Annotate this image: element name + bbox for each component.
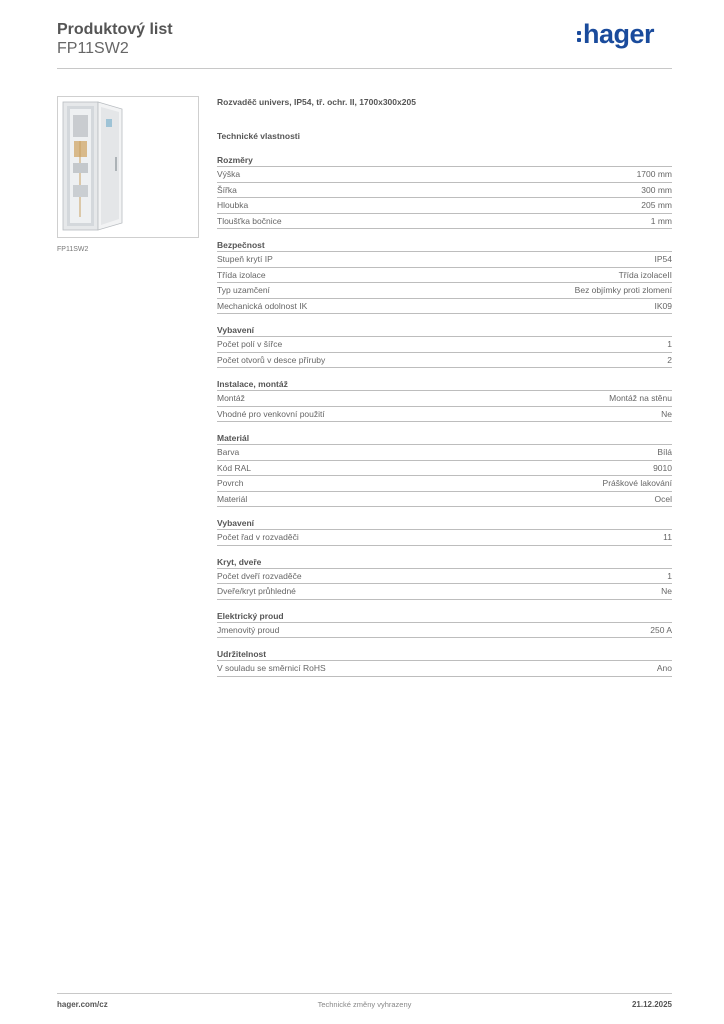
spec-row bbox=[217, 568, 672, 584]
spec-value: Montáž na stěnu bbox=[609, 393, 672, 403]
spec-group bbox=[217, 378, 672, 422]
spec-label: Typ uzamčení bbox=[217, 285, 270, 295]
spec-label: Kód RAL bbox=[217, 462, 252, 473]
spec-value: 250 A bbox=[650, 624, 672, 635]
spec-row bbox=[217, 583, 672, 600]
spec-value: Ocel bbox=[654, 493, 672, 504]
page-footer bbox=[57, 993, 672, 1009]
spec-group bbox=[217, 239, 672, 314]
spec-row bbox=[217, 213, 672, 230]
hager-logo bbox=[577, 20, 654, 48]
spec-group-title: Instalace, montáž bbox=[217, 379, 288, 389]
spec-value: 1 bbox=[667, 570, 672, 581]
spec-row bbox=[217, 460, 672, 476]
spec-label: Počet polí v šířce bbox=[217, 339, 283, 349]
spec-label: Počet dveří rozvaděče bbox=[217, 570, 302, 581]
spec-row bbox=[217, 491, 672, 508]
spec-value: Ano bbox=[656, 663, 672, 673]
spec-row bbox=[217, 251, 672, 267]
spec-row bbox=[217, 390, 672, 406]
spec-value: IK09 bbox=[654, 300, 672, 311]
spec-label: Jmenovitý proud bbox=[217, 624, 280, 635]
spec-label: Hloubka bbox=[217, 200, 249, 210]
page-header bbox=[57, 20, 672, 68]
logo-wordmark: hager bbox=[582, 19, 654, 49]
header-divider bbox=[57, 68, 672, 69]
spec-group-title: Materiál bbox=[217, 433, 250, 443]
spec-value: 1 mm bbox=[650, 215, 672, 226]
spec-value: 1700 mm bbox=[636, 169, 672, 179]
product-description: Rozvaděč univers, IP54, tř. ochr. II, 1700x300x205 bbox=[217, 97, 416, 107]
document-title: Produktový list bbox=[57, 21, 173, 38]
spec-group bbox=[217, 648, 672, 677]
product-code: FP11SW2 bbox=[57, 40, 129, 57]
spec-value: 11 bbox=[663, 532, 672, 542]
spec-value: Třída izolaceII bbox=[618, 269, 672, 280]
spec-value: 300 mm bbox=[641, 184, 672, 195]
spec-group-title: Vybavení bbox=[217, 518, 255, 528]
spec-label: Mechanická odolnost IK bbox=[217, 300, 308, 311]
spec-value: Ne bbox=[661, 408, 672, 419]
product-specs bbox=[217, 96, 672, 677]
spec-label: Stupeň krytí IP bbox=[217, 254, 273, 264]
spec-value: 1 bbox=[667, 339, 672, 349]
spec-row bbox=[217, 622, 672, 639]
spec-label: Montáž bbox=[217, 393, 245, 403]
spec-value: Práškové lakování bbox=[602, 478, 672, 488]
spec-row bbox=[217, 352, 672, 369]
spec-label: Šířka bbox=[217, 184, 237, 195]
spec-group bbox=[217, 154, 672, 229]
spec-label: Dveře/kryt průhledné bbox=[217, 586, 296, 596]
spec-label: Třída izolace bbox=[217, 269, 266, 280]
spec-row bbox=[217, 298, 672, 315]
spec-label: Tloušťka bočnice bbox=[217, 215, 282, 226]
spec-row bbox=[217, 406, 672, 423]
spec-row bbox=[217, 182, 672, 198]
spec-row bbox=[217, 529, 672, 546]
spec-label: Povrch bbox=[217, 478, 244, 488]
spec-group-title: Kryt, dveře bbox=[217, 556, 262, 567]
spec-group-title: Vybavení bbox=[217, 325, 255, 335]
spec-value: 9010 bbox=[653, 462, 672, 473]
spec-group bbox=[217, 324, 672, 368]
spec-groups bbox=[217, 154, 672, 677]
spec-value: 2 bbox=[667, 354, 672, 365]
spec-value: Bez objímky proti zlomení bbox=[574, 285, 672, 295]
spec-label: Barva bbox=[217, 447, 240, 457]
spec-value: 205 mm bbox=[641, 200, 672, 210]
spec-label: Vhodné pro venkovní použití bbox=[217, 408, 325, 419]
spec-row bbox=[217, 336, 672, 352]
spec-value: Bílá bbox=[657, 447, 672, 457]
spec-row bbox=[217, 444, 672, 460]
spec-group bbox=[217, 610, 672, 639]
spec-group bbox=[217, 556, 672, 600]
cabinet-image-icon bbox=[58, 97, 198, 237]
spec-label: Počet otvorů v desce příruby bbox=[217, 354, 326, 365]
spec-group-title: Elektrický proud bbox=[217, 610, 284, 621]
spec-group-title: Bezpečnost bbox=[217, 240, 265, 250]
spec-group-title: Rozměry bbox=[217, 155, 253, 165]
spec-row bbox=[217, 267, 672, 283]
spec-label: Materiál bbox=[217, 493, 248, 504]
image-caption: FP11SW2 bbox=[57, 246, 89, 253]
spec-row bbox=[217, 166, 672, 182]
footer-website[interactable]: hager.com/cz bbox=[57, 1000, 108, 1009]
spec-value: IP54 bbox=[654, 254, 672, 264]
footer-disclaimer: Technické změny vyhrazeny bbox=[317, 1000, 412, 1009]
spec-value: Ne bbox=[661, 586, 672, 596]
spec-label: V souladu se směrnicí RoHS bbox=[217, 663, 326, 673]
spec-row bbox=[217, 475, 672, 491]
spec-label: Výška bbox=[217, 169, 241, 179]
section-title: Technické vlastnosti bbox=[217, 131, 300, 141]
spec-group bbox=[217, 517, 672, 546]
spec-row bbox=[217, 282, 672, 298]
spec-label: Počet řad v rozvaděči bbox=[217, 532, 299, 542]
footer-date: 21.12.2025 bbox=[631, 1000, 672, 1009]
spec-group bbox=[217, 432, 672, 507]
spec-group-title: Udržitelnost bbox=[217, 649, 267, 659]
spec-row bbox=[217, 660, 672, 677]
product-image bbox=[57, 96, 199, 238]
logo-dots-icon bbox=[577, 31, 581, 42]
spec-row bbox=[217, 197, 672, 213]
